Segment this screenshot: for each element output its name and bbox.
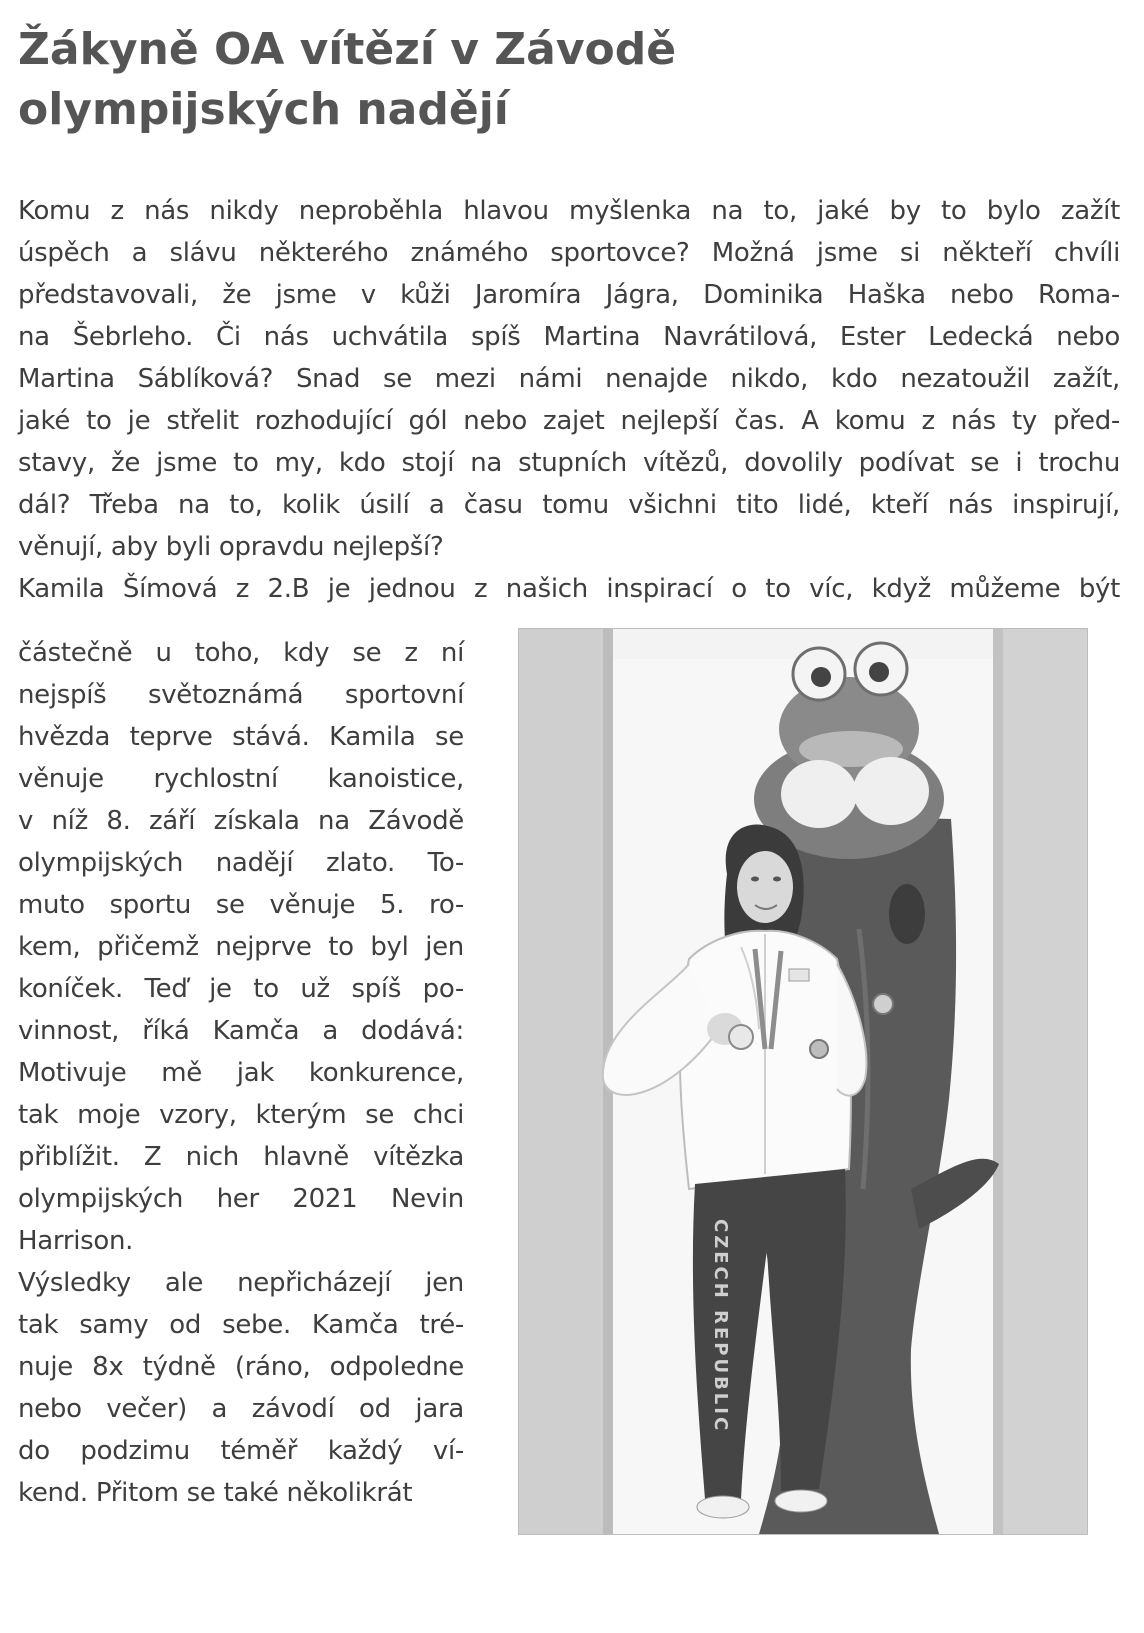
article-title bbox=[18, 20, 1118, 140]
intro-line: na Šebrleho. Či nás uchvátila spíš Martina Navrátilová, Ester Ledecká nebo bbox=[18, 322, 1120, 352]
column-line: nejspíš světoznámá sportovní bbox=[18, 680, 464, 710]
column-line: Harrison. bbox=[18, 1226, 134, 1256]
jacket-text: CZECH REPUBLIC bbox=[710, 1219, 731, 1434]
column-line: tak moje vzory, kterým se chci bbox=[18, 1100, 464, 1130]
column-line: věnuje rychlostní kanoistice, bbox=[18, 764, 464, 794]
column-text bbox=[18, 632, 464, 1514]
column-line: Motivuje mě jak konkurence, bbox=[18, 1058, 464, 1088]
intro-line: dál? Třeba na to, kolik úsilí a času tomu všichni tito lidé, kteří nás inspirují, bbox=[18, 490, 1120, 520]
column-line: nuje 8x týdně (ráno, odpoledne bbox=[18, 1352, 464, 1382]
column-line: olympijských her 2021 Nevin bbox=[18, 1184, 464, 1214]
column-line: v níž 8. září získala na Závodě bbox=[18, 806, 464, 836]
photo-illustration bbox=[519, 629, 1087, 1534]
intro-line: stavy, že jsme to my, kdo stojí na stupních vítězů, dovolily podívat se i trochu bbox=[18, 448, 1120, 478]
column-line: hvězda teprve stává. Kamila se bbox=[18, 722, 464, 752]
intro-line: jaké to je střelit rozhodující gól nebo zajet nejlepší čas. A komu z nás ty před- bbox=[18, 406, 1120, 436]
title-line-1: Žákyně OA vítězí v Závodě bbox=[18, 24, 677, 75]
intro-line: Martina Sáblíková? Snad se mezi námi nenajde nikdo, kdo nezatoužil zažít, bbox=[18, 364, 1120, 394]
intro-line: věnují, aby byli opravdu nejlepší? bbox=[18, 532, 444, 562]
column-line: kem, přičemž nejprve to byl jen bbox=[18, 932, 464, 962]
column-line: olympijských nadějí zlato. To- bbox=[18, 848, 464, 878]
intro-paragraph bbox=[18, 190, 1120, 610]
intro-line: Kamila Šímová z 2.B je jednou z našich inspirací o to víc, když můžeme být bbox=[18, 574, 1120, 604]
intro-line: představovali, že jsme v kůži Jaromíra Jágra, Dominika Haška nebo Roma- bbox=[18, 280, 1120, 310]
column-line: kend. Přitom se také několikrát bbox=[18, 1478, 413, 1508]
column-line: tak samy od sebe. Kamča tré- bbox=[18, 1310, 464, 1340]
title-line-2: olympijských nadějí bbox=[18, 84, 509, 135]
column-line: koníček. Teď je to už spíš po- bbox=[18, 974, 464, 1004]
intro-line: Komu z nás nikdy neproběhla hlavou myšlenka na to, jaké by to bylo zažít bbox=[18, 196, 1120, 226]
intro-line: úspěch a slávu některého známého sportovce? Možná jsme si někteří chvíli bbox=[18, 238, 1120, 268]
column-line: Výsledky ale nepřicházejí jen bbox=[18, 1268, 464, 1298]
column-line: vinnost, říká Kamča a dodává: bbox=[18, 1016, 464, 1046]
athlete-photo bbox=[518, 628, 1088, 1535]
column-line: muto sportu se věnuje 5. ro- bbox=[18, 890, 464, 920]
column-line: do podzimu téměř každý ví- bbox=[18, 1436, 464, 1466]
column-line: přiblížit. Z nich hlavně vítězka bbox=[18, 1142, 464, 1172]
column-line: nebo večer) a závodí od jara bbox=[18, 1394, 464, 1424]
column-line: částečně u toho, kdy se z ní bbox=[18, 638, 464, 668]
